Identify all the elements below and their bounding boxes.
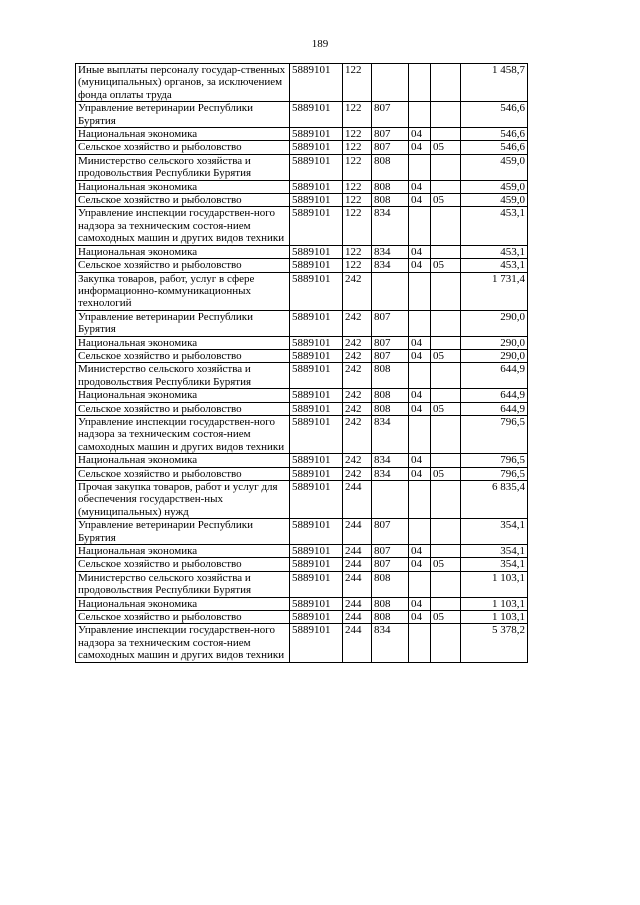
table-row [76,571,528,597]
amount-cell: 290,0 [461,349,528,362]
amount-cell: 6 835,4 [461,481,528,519]
expense-name-cell: Министерство сельского хозяйства и продовольствия Республики Бурятия [76,154,290,180]
amount-cell: 453,1 [461,259,528,272]
expense-type-cell: 122 [343,64,372,102]
target-article-cell: 5889101 [290,259,343,272]
target-article-cell: 5889101 [290,207,343,245]
administrator-code-cell: 834 [372,454,409,467]
table-row [76,128,528,141]
amount-cell: 546,6 [461,102,528,128]
expense-type-cell: 242 [343,415,372,453]
amount-cell: 1 458,7 [461,64,528,102]
subsection-cell: 05 [431,141,461,154]
section-cell [409,624,431,662]
expense-type-cell: 242 [343,349,372,362]
expense-name-cell: Национальная экономика [76,597,290,610]
administrator-code-cell: 807 [372,558,409,571]
table-row [76,102,528,128]
subsection-cell [431,389,461,402]
table-row [76,194,528,207]
table-row [76,245,528,258]
subsection-cell: 05 [431,402,461,415]
expense-name-cell: Национальная экономика [76,180,290,193]
amount-cell: 5 378,2 [461,624,528,662]
subsection-cell [431,624,461,662]
section-cell: 04 [409,141,431,154]
section-cell [409,363,431,389]
administrator-code-cell: 807 [372,519,409,545]
amount-cell: 453,1 [461,207,528,245]
administrator-code-cell: 808 [372,389,409,402]
section-cell: 04 [409,128,431,141]
table-row [76,558,528,571]
amount-cell: 1 103,1 [461,611,528,624]
administrator-code-cell: 808 [372,597,409,610]
table-row [76,336,528,349]
administrator-code-cell: 808 [372,154,409,180]
expense-type-cell: 242 [343,454,372,467]
expense-type-cell: 242 [343,389,372,402]
section-cell: 04 [409,454,431,467]
section-cell [409,571,431,597]
section-cell: 04 [409,194,431,207]
target-article-cell: 5889101 [290,245,343,258]
table-row [76,415,528,453]
target-article-cell: 5889101 [290,558,343,571]
section-cell [409,272,431,310]
expense-name-cell: Национальная экономика [76,245,290,258]
expense-name-cell: Управление инспекции государствен-ного надзора за техническим состоя-нием самоходных машин и других видов техники [76,624,290,662]
amount-cell: 644,9 [461,402,528,415]
subsection-cell [431,310,461,336]
expense-name-cell: Сельское хозяйство и рыболовство [76,349,290,362]
administrator-code-cell: 808 [372,571,409,597]
target-article-cell: 5889101 [290,389,343,402]
target-article-cell: 5889101 [290,154,343,180]
expense-type-cell: 244 [343,519,372,545]
expense-type-cell: 122 [343,102,372,128]
section-cell [409,102,431,128]
target-article-cell: 5889101 [290,310,343,336]
expense-type-cell: 122 [343,207,372,245]
expense-name-cell: Управление ветеринарии Республики Бурятия [76,310,290,336]
section-cell: 04 [409,402,431,415]
subsection-cell [431,415,461,453]
amount-cell: 546,6 [461,128,528,141]
amount-cell: 354,1 [461,545,528,558]
expense-type-cell: 122 [343,154,372,180]
expense-name-cell: Национальная экономика [76,389,290,402]
table-row [76,349,528,362]
table-row [76,272,528,310]
subsection-cell [431,363,461,389]
administrator-code-cell: 807 [372,545,409,558]
budget-table [75,63,528,663]
target-article-cell: 5889101 [290,611,343,624]
section-cell: 04 [409,558,431,571]
expense-type-cell: 242 [343,467,372,480]
amount-cell: 354,1 [461,519,528,545]
amount-cell: 644,9 [461,389,528,402]
table-row [76,611,528,624]
table-row [76,363,528,389]
administrator-code-cell [372,481,409,519]
table-row [76,519,528,545]
expense-type-cell: 244 [343,571,372,597]
table-row [76,481,528,519]
section-cell [409,519,431,545]
amount-cell: 459,0 [461,194,528,207]
administrator-code-cell: 807 [372,310,409,336]
expense-type-cell: 122 [343,259,372,272]
amount-cell: 546,6 [461,141,528,154]
subsection-cell [431,597,461,610]
section-cell: 04 [409,389,431,402]
section-cell: 04 [409,467,431,480]
administrator-code-cell: 807 [372,349,409,362]
section-cell: 04 [409,180,431,193]
page-number: 189 [311,38,329,50]
section-cell: 04 [409,545,431,558]
administrator-code-cell: 807 [372,102,409,128]
target-article-cell: 5889101 [290,336,343,349]
administrator-code-cell: 807 [372,336,409,349]
section-cell [409,481,431,519]
administrator-code-cell: 808 [372,402,409,415]
section-cell: 04 [409,349,431,362]
administrator-code-cell: 807 [372,128,409,141]
section-cell [409,415,431,453]
target-article-cell: 5889101 [290,597,343,610]
administrator-code-cell: 808 [372,180,409,193]
subsection-cell [431,180,461,193]
expense-type-cell: 242 [343,402,372,415]
subsection-cell: 05 [431,259,461,272]
expense-name-cell: Национальная экономика [76,454,290,467]
amount-cell: 290,0 [461,310,528,336]
expense-name-cell: Сельское хозяйство и рыболовство [76,558,290,571]
target-article-cell: 5889101 [290,454,343,467]
table-row [76,389,528,402]
table-row [76,402,528,415]
expense-type-cell: 244 [343,624,372,662]
table-row [76,467,528,480]
subsection-cell [431,207,461,245]
table-row [76,141,528,154]
table-row [76,624,528,662]
administrator-code-cell: 834 [372,245,409,258]
subsection-cell: 05 [431,467,461,480]
expense-name-cell: Национальная экономика [76,336,290,349]
expense-name-cell: Министерство сельского хозяйства и продовольствия Республики Бурятия [76,571,290,597]
expense-name-cell: Управление инспекции государствен-ного надзора за техническим состоя-нием самоходных машин и других видов техники [76,415,290,453]
amount-cell: 1 103,1 [461,597,528,610]
target-article-cell: 5889101 [290,545,343,558]
target-article-cell: 5889101 [290,519,343,545]
target-article-cell: 5889101 [290,481,343,519]
expense-name-cell: Национальная экономика [76,545,290,558]
administrator-code-cell: 834 [372,259,409,272]
expense-type-cell: 122 [343,180,372,193]
administrator-code-cell [372,64,409,102]
table-row [76,259,528,272]
target-article-cell: 5889101 [290,64,343,102]
amount-cell: 1 731,4 [461,272,528,310]
target-article-cell: 5889101 [290,180,343,193]
subsection-cell: 05 [431,194,461,207]
table-row [76,454,528,467]
administrator-code-cell: 834 [372,624,409,662]
section-cell [409,310,431,336]
expense-name-cell: Сельское хозяйство и рыболовство [76,402,290,415]
subsection-cell [431,128,461,141]
amount-cell: 1 103,1 [461,571,528,597]
expense-name-cell: Министерство сельского хозяйства и продовольствия Республики Бурятия [76,363,290,389]
target-article-cell: 5889101 [290,141,343,154]
expense-name-cell: Управление ветеринарии Республики Бурятия [76,102,290,128]
target-article-cell: 5889101 [290,402,343,415]
administrator-code-cell: 807 [372,141,409,154]
subsection-cell [431,245,461,258]
expense-name-cell: Сельское хозяйство и рыболовство [76,259,290,272]
expense-type-cell: 122 [343,194,372,207]
expense-name-cell: Сельское хозяйство и рыболовство [76,194,290,207]
administrator-code-cell: 808 [372,363,409,389]
table-row [76,64,528,102]
administrator-code-cell: 834 [372,467,409,480]
amount-cell: 459,0 [461,180,528,193]
subsection-cell: 05 [431,558,461,571]
expense-name-cell: Управление ветеринарии Республики Бурятия [76,519,290,545]
table-row [76,310,528,336]
subsection-cell [431,545,461,558]
target-article-cell: 5889101 [290,363,343,389]
expense-type-cell: 242 [343,272,372,310]
section-cell [409,64,431,102]
expense-type-cell: 122 [343,141,372,154]
expense-type-cell: 242 [343,336,372,349]
subsection-cell: 05 [431,611,461,624]
amount-cell: 644,9 [461,363,528,389]
administrator-code-cell [372,272,409,310]
section-cell [409,207,431,245]
target-article-cell: 5889101 [290,194,343,207]
expense-type-cell: 122 [343,245,372,258]
target-article-cell: 5889101 [290,272,343,310]
subsection-cell [431,272,461,310]
expense-name-cell: Сельское хозяйство и рыболовство [76,467,290,480]
section-cell [409,154,431,180]
expense-type-cell: 242 [343,363,372,389]
amount-cell: 796,5 [461,467,528,480]
target-article-cell: 5889101 [290,415,343,453]
expense-name-cell: Управление инспекции государствен-ного надзора за техническим состоя-нием самоходных машин и других видов техники [76,207,290,245]
subsection-cell [431,64,461,102]
expense-name-cell: Закупка товаров, работ, услуг в сфере информационно-коммуникационных технологий [76,272,290,310]
target-article-cell: 5889101 [290,349,343,362]
subsection-cell [431,571,461,597]
section-cell: 04 [409,259,431,272]
subsection-cell [431,102,461,128]
expense-name-cell: Прочая закупка товаров, работ и услуг для обеспечения государствен-ных (муниципальных) нужд [76,481,290,519]
section-cell: 04 [409,597,431,610]
expense-name-cell: Национальная экономика [76,128,290,141]
section-cell: 04 [409,611,431,624]
expense-type-cell: 244 [343,611,372,624]
expense-type-cell: 244 [343,558,372,571]
section-cell: 04 [409,245,431,258]
expense-name-cell: Сельское хозяйство и рыболовство [76,611,290,624]
administrator-code-cell: 808 [372,194,409,207]
table-row [76,154,528,180]
subsection-cell: 05 [431,349,461,362]
amount-cell: 796,5 [461,415,528,453]
budget-table-body [76,64,528,663]
target-article-cell: 5889101 [290,128,343,141]
subsection-cell [431,336,461,349]
target-article-cell: 5889101 [290,571,343,597]
amount-cell: 796,5 [461,454,528,467]
table-row [76,597,528,610]
target-article-cell: 5889101 [290,624,343,662]
amount-cell: 453,1 [461,245,528,258]
subsection-cell [431,519,461,545]
table-row [76,545,528,558]
subsection-cell [431,154,461,180]
administrator-code-cell: 834 [372,415,409,453]
expense-type-cell: 242 [343,310,372,336]
amount-cell: 459,0 [461,154,528,180]
expense-type-cell: 122 [343,128,372,141]
amount-cell: 290,0 [461,336,528,349]
target-article-cell: 5889101 [290,467,343,480]
amount-cell: 354,1 [461,558,528,571]
table-row [76,207,528,245]
expense-type-cell: 244 [343,481,372,519]
subsection-cell [431,481,461,519]
expense-type-cell: 244 [343,597,372,610]
target-article-cell: 5889101 [290,102,343,128]
table-row [76,180,528,193]
administrator-code-cell: 834 [372,207,409,245]
subsection-cell [431,454,461,467]
expense-name-cell: Иные выплаты персоналу государ-ственных (муниципальных) органов, за исключением фонда оплаты труда [76,64,290,102]
section-cell: 04 [409,336,431,349]
expense-type-cell: 244 [343,545,372,558]
administrator-code-cell: 808 [372,611,409,624]
expense-name-cell: Сельское хозяйство и рыболовство [76,141,290,154]
